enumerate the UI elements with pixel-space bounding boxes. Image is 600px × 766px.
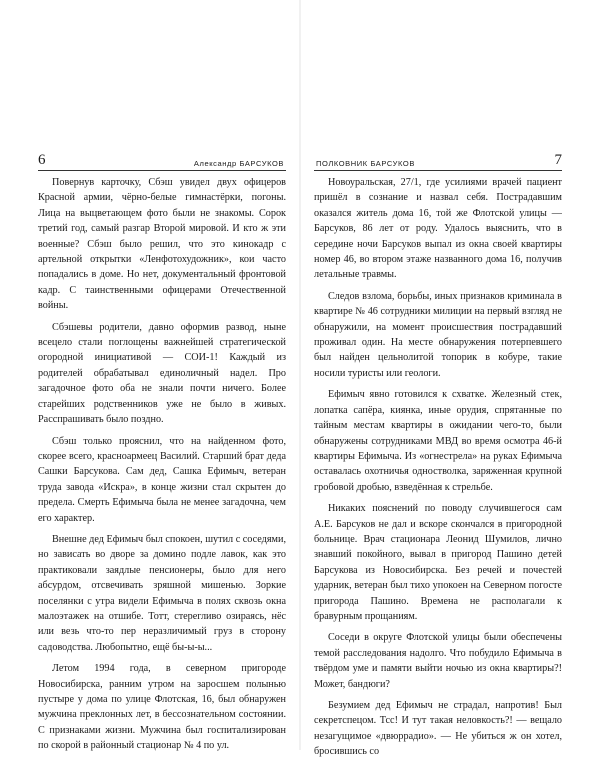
right-running-head: ПОЛКОВНИК БАРСУКОВ (316, 159, 415, 168)
paragraph: Сбэшевы родители, давно оформив развод, ныне всецело стали поглощены важнейшей стратегической огородной инициативой — СОИ-1! Каждый из родителей обрабатывал единоличный надел. Про загадочное фото оба не знали почти ничего. Более старейших родственников уже не было в живых. Расспрашивать было поздно. (38, 321, 286, 426)
paragraph: Ефимыч явно готовился к схватке. Железный стек, лопатка сапёра, киянка, иные орудия, спрятанные по тайным местам квартиры в ожидании чего-то, были обнаружены сотрудниками МВД во время осмотра 46-й квартиры Ефимыча. Из «огнестрела» на руках Ефимыча оставалась охотничья одностволка, заряженная крупной гробовой дробью, взведённая к стрельбе. (314, 389, 562, 493)
paragraph: Внешне дед Ефимыч был спокоен, шутил с соседями, но зависать во дворе за домино подле лавок, как это практиковали заядлые пенсионеры, было для него абсурдом, отсвечивать зряшной мишенью. Зоркие поселянки с утра видели Ефимыча в полях сквозь окна малоэтажек на отшибе. Тотт, стерегливо озираясь, нёс или везь что-то пер неразличимый груз в сторону садоводства. Любопытно, ещё бы-ы-ы... (38, 533, 286, 653)
right-page-header (314, 152, 562, 171)
left-page-header (38, 152, 286, 171)
paragraph: Летом 1994 года, в северном пригороде Новосибирска, ранним утром на заросшем полынью пустыре у дома по улице Флотская, 16, был обнаружен мужчина преклонных лет, в бессознательном состоянии. С признаками жизни. Мужчина был госпитализирован по скорой в районный стационар № 4 по ул. (38, 663, 286, 752)
paragraph: Новоуральская, 27/1, где усилиями врачей пациент пришёл в сознание и назвал себя. Пострадавшим оказался житель дома 16, той же Флотской улицы — Барсуков, 86 лет от роду. Удалось выяснить, что в середине ночи Барсуков выпал из окна своей квартиры номер 46, во втором этаже названного дома 16, получив летальные травмы. (314, 177, 562, 281)
right-page-number: 7 (554, 152, 562, 168)
paragraph: Сбэш только прояснил, что на найденном фото, скорее всего, красноармеец Василий. Старший брат деда Сашки Барсукова. Сам дед, Сашка Ефимыч, ветеран труда завода «Искра», в конце жизни стал скрытен до предела. Смерть Ефимыча была не менее загадочна, чем его характер. (38, 435, 286, 524)
left-running-head: Александр БАРСУКОВ (193, 159, 284, 168)
paragraph: Безумием дед Ефимыч не страдал, напротив! Был секретспецом. Тсс! И тут такая неловкость?! — вещало незагущимое «двюррадио». — Не убиться ж он хотел, бросившись со (314, 700, 562, 758)
right-page-body (314, 175, 562, 766)
left-page (0, 0, 300, 750)
left-page-number: 6 (38, 152, 46, 168)
right-page (300, 0, 600, 758)
paragraph: Соседи в округе Флотской улицы были обеспечены темой расследования надолго. Что побудило Ефимыча в твёрдом уме и памяти выйти ночью из окна квартиры?! Может, бандюги? (314, 632, 562, 690)
paragraph: Следов взлома, борьбы, иных признаков криминала в квартире № 46 сотрудники милиции на первый взгляд не обнаружили, на момент происшествия пострадавший проживал один. На месте обнаружения потерпевшего был найден цельнолитой топорик в кобуре, такие носили туристы или геологи. (314, 290, 562, 379)
paragraph: Повернув карточку, Сбэш увидел двух офицеров Красной армии, чёрно-белые гимнастёрки, погоны. Лица на выцветающем фото были не знакомы. Сорок третий год, самый разгар Второй мировой. И кто ж эти военные? Сбэш было решил, что это кинокадр с артельной открытки «Ленфотохудожник», кои часто попадались в доме. Но нет, документальный фронтовой кадр. С таинственными офицерами Отечественной войны. (38, 177, 286, 312)
left-page-body (38, 175, 286, 760)
paragraph: Никаких пояснений по поводу случившегося сам А.Е. Барсуков не дал и вскоре скончался в пригородной больнице. Врач стационара Леонид Шумилов, лично знавший покойного, вывал в пригород Пашино детей Барсукова из Новосибирска. Без речей и почестей ударник, ветеран был тихо упокоен на Северном погосте пригорода Пашино. Времена не располагали к бравурным прощаниям. (314, 503, 562, 622)
